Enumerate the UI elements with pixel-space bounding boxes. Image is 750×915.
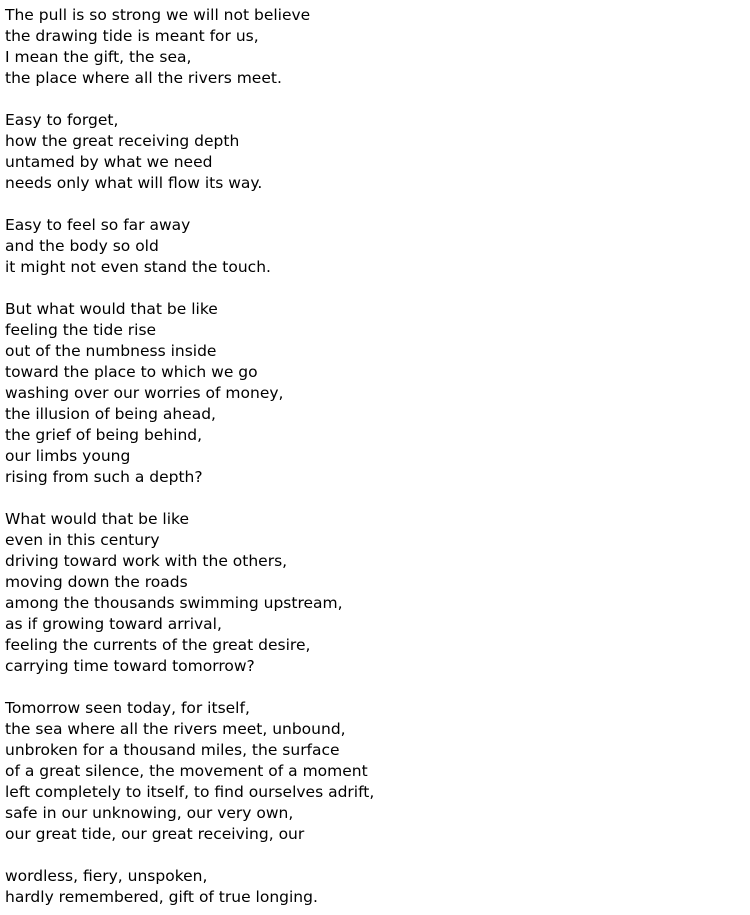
- poem-line: The pull is so strong we will not believe: [5, 6, 311, 24]
- poem-text: [5, 5, 374, 908]
- poem-line: safe in our unknowing, our very own,: [5, 804, 294, 822]
- poem-line: moving down the roads: [5, 573, 188, 591]
- poem-line: feeling the currents of the great desire,: [5, 636, 311, 654]
- poem-line: feeling the tide rise: [5, 321, 157, 339]
- poem-line: among the thousands swimming upstream,: [5, 594, 343, 612]
- poem-line: wordless, fiery, unspoken,: [5, 867, 208, 885]
- poem-line: the illusion of being ahead,: [5, 405, 216, 423]
- poem-line: toward the place to which we go: [5, 363, 258, 381]
- poem-line: how the great receiving depth: [5, 132, 240, 150]
- poem-line: Easy to forget,: [5, 111, 119, 129]
- stanza-5: [5, 509, 374, 677]
- poem-line: untamed by what we need: [5, 153, 213, 171]
- poem-line: the grief of being behind,: [5, 426, 203, 444]
- stanza-3: [5, 215, 374, 278]
- poem-line: washing over our worries of money,: [5, 384, 284, 402]
- poem-line: But what would that be like: [5, 300, 218, 318]
- poem-line: Tomorrow seen today, for itself,: [5, 699, 250, 717]
- poem-line: left completely to itself, to find ourselves adrift,: [5, 783, 375, 801]
- poem-line: needs only what will flow its way.: [5, 174, 263, 192]
- poem-line: the place where all the rivers meet.: [5, 69, 282, 87]
- poem-line: of a great silence, the movement of a moment: [5, 762, 368, 780]
- poem-line: the drawing tide is meant for us,: [5, 27, 259, 45]
- poem-line: unbroken for a thousand miles, the surface: [5, 741, 340, 759]
- poem-line: even in this century: [5, 531, 160, 549]
- stanza-1: [5, 5, 374, 89]
- poem-line: our great tide, our great receiving, our: [5, 825, 305, 843]
- stanza-6: [5, 698, 374, 845]
- poem-line: Easy to feel so far away: [5, 216, 191, 234]
- poem-line: it might not even stand the touch.: [5, 258, 271, 276]
- poem-line: out of the numbness inside: [5, 342, 217, 360]
- poem-line: rising from such a depth?: [5, 468, 203, 486]
- stanza-4: [5, 299, 374, 488]
- poem-line: the sea where all the rivers meet, unbound,: [5, 720, 346, 738]
- stanza-7: [5, 866, 374, 908]
- poem-line: as if growing toward arrival,: [5, 615, 222, 633]
- poem-line: carrying time toward tomorrow?: [5, 657, 255, 675]
- poem-line: and the body so old: [5, 237, 159, 255]
- poem-line: our limbs young: [5, 447, 131, 465]
- poem-line: What would that be like: [5, 510, 189, 528]
- stanza-2: [5, 110, 374, 194]
- poem-line: I mean the gift, the sea,: [5, 48, 192, 66]
- poem-line: driving toward work with the others,: [5, 552, 288, 570]
- poem-line: hardly remembered, gift of true longing.: [5, 888, 318, 906]
